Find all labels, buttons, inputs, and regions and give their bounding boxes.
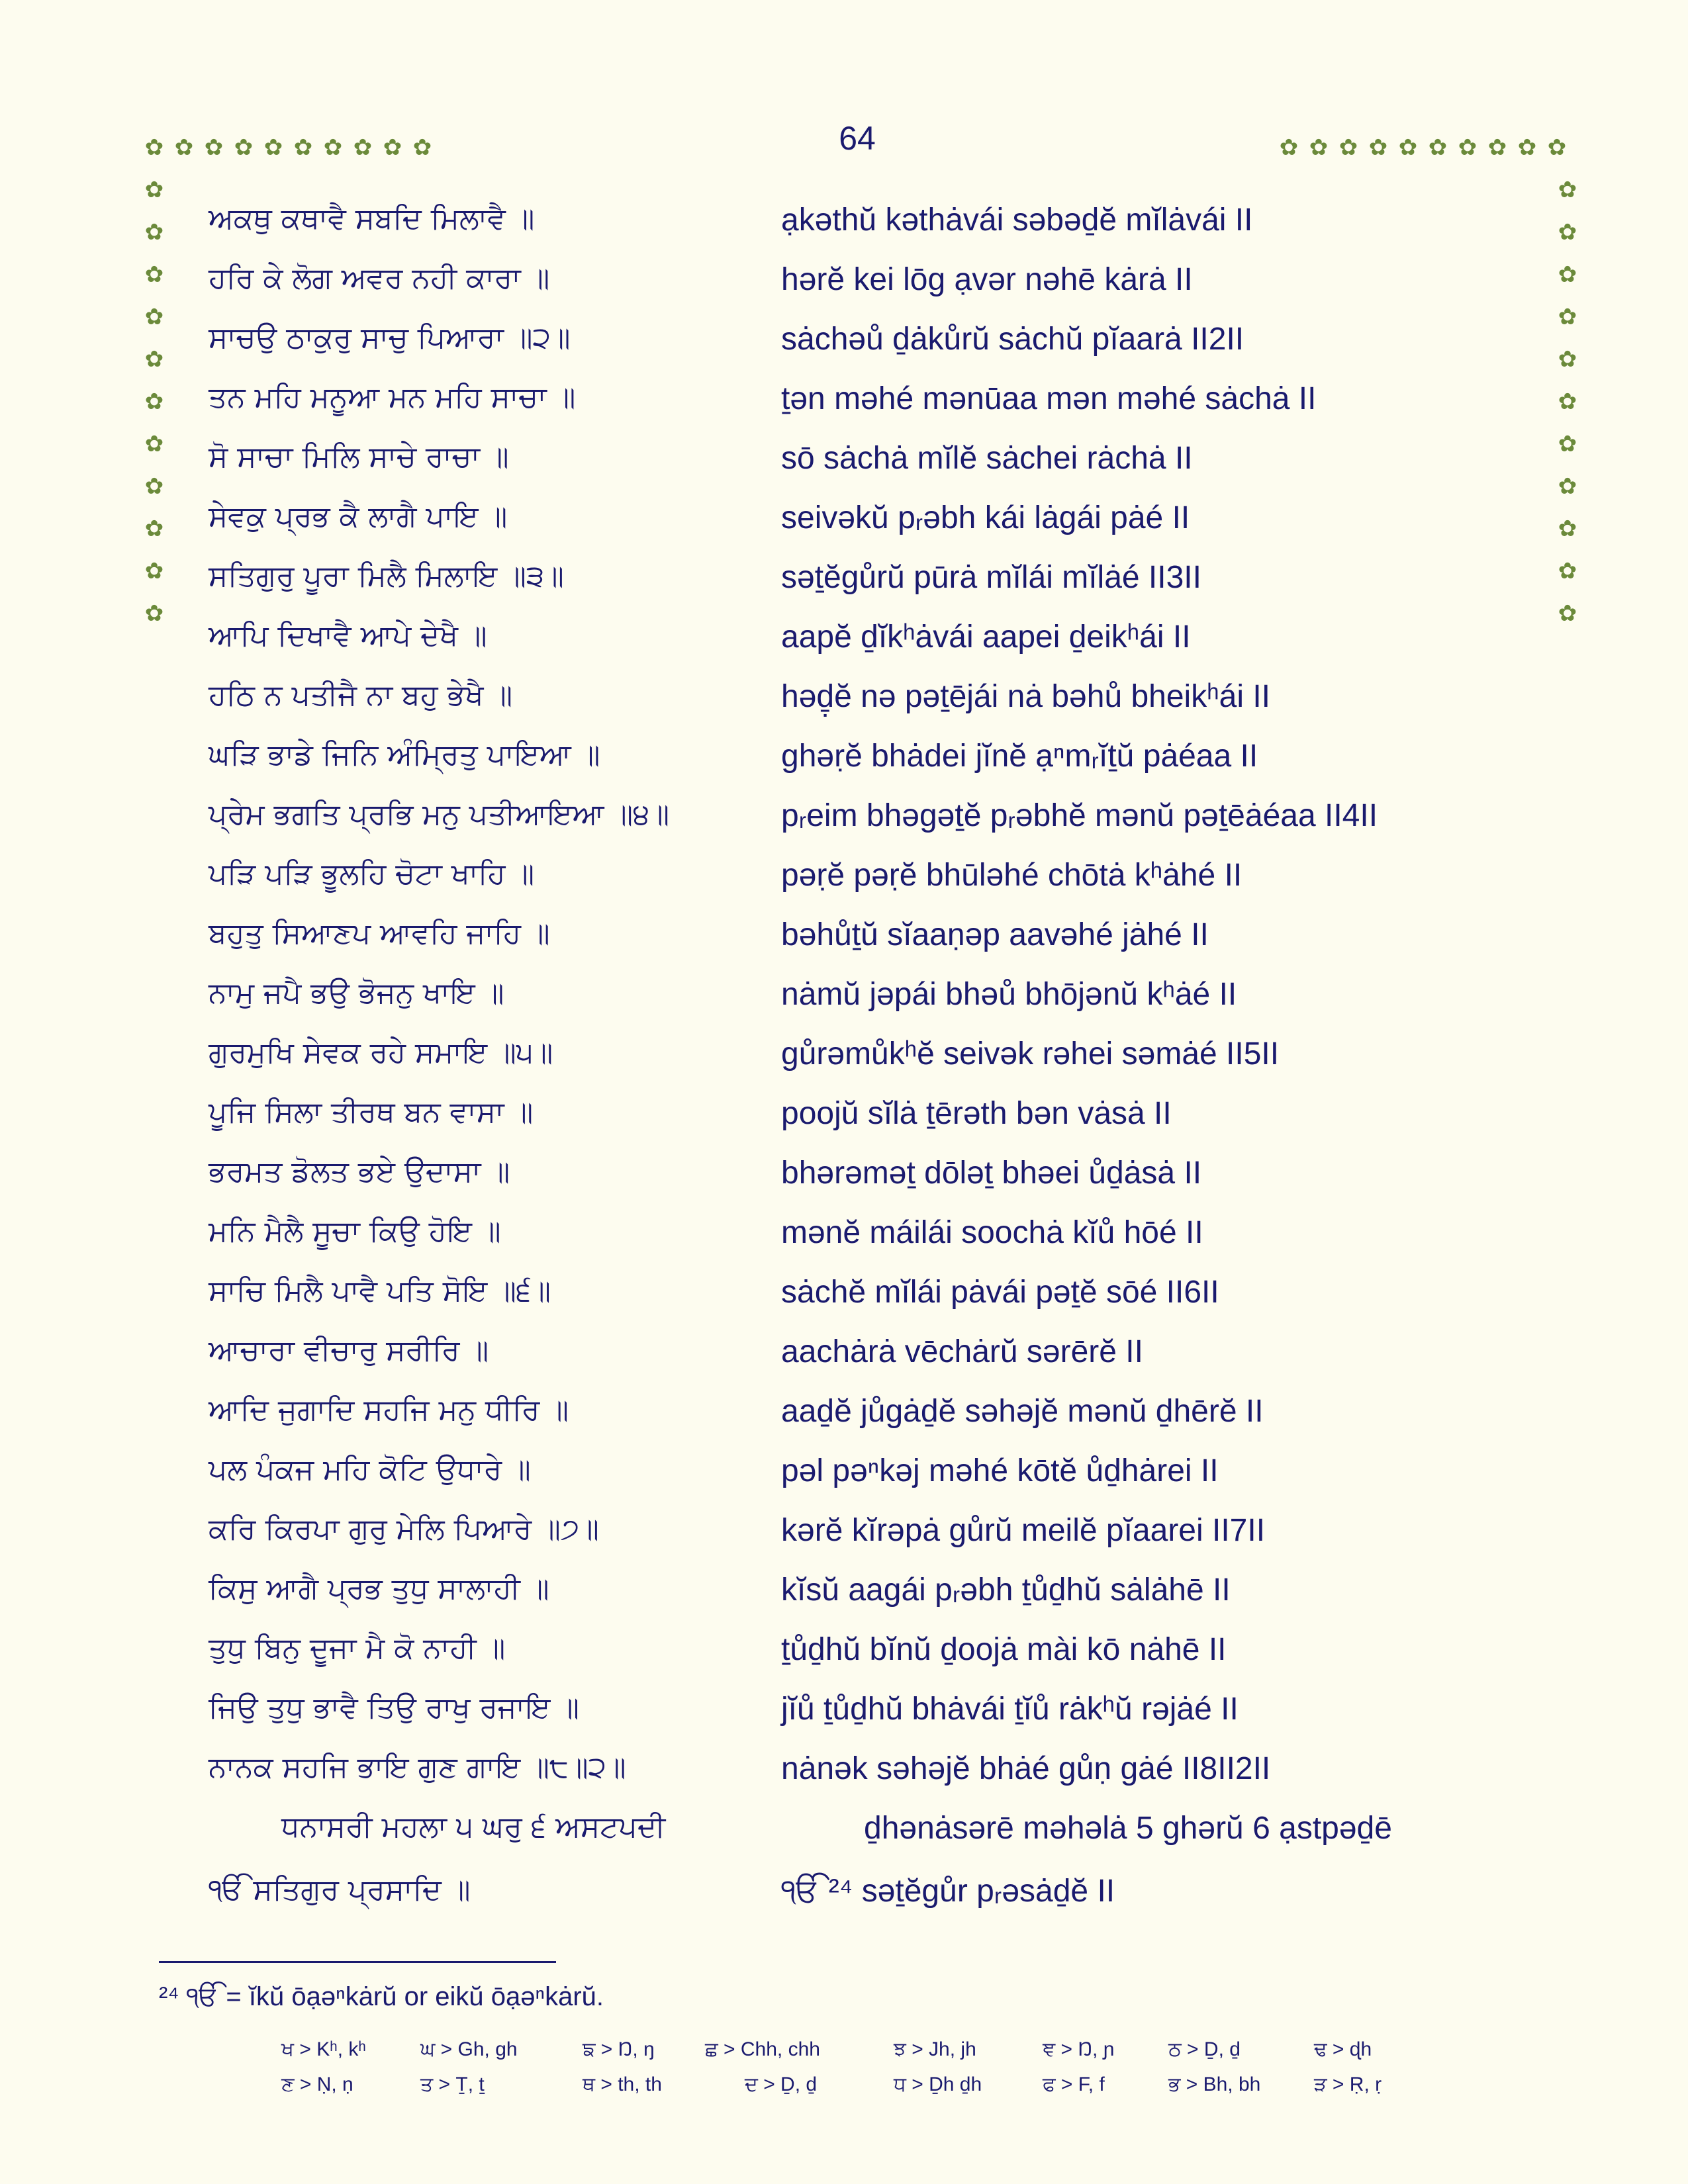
flower-ornament-icon: ✿ [144, 219, 164, 246]
gurmukhi-text: ਸਾਚਿ ਮਿਲੈ ਪਾਵੈ ਪਤਿ ਸੋਇ ॥੬॥ [209, 1274, 551, 1308]
gurmukhi-text: ਪੜਿ ਪੜਿ ਭੂਲਹਿ ਚੋਟਾ ਖਾਹਿ ॥ [209, 857, 535, 891]
flower-ornament-icon: ✿ [353, 134, 373, 161]
flower-ornament-icon: ✿ [1547, 134, 1567, 161]
verse-line [0, 500, 1688, 559]
transliteration-text: aaḏĕ jůgȧḏĕ səhəjĕ mənŭ ḏhērĕ II [781, 1394, 1264, 1429]
flower-ornament-icon: ✿ [144, 261, 164, 288]
verse-line [0, 321, 1688, 381]
flower-ornament-icon: ✿ [1279, 134, 1299, 161]
transliteration-text: bhərəməṯ dōləṯ bhəei ůḏȧsȧ II [781, 1156, 1202, 1191]
flower-ornament-icon: ✿ [204, 134, 224, 161]
transliteration-text: mənĕ máilái soochȧ kĭů hōé II [781, 1215, 1203, 1250]
heading-transliteration: ḏhənȧsərē məhəlȧ 5 ghərŭ 6 ạstpəḏē [864, 1811, 1392, 1846]
flower-ornament-icon: ✿ [1558, 219, 1577, 246]
flower-ornament-icon: ✿ [144, 346, 164, 373]
flower-ornament-icon: ✿ [1558, 177, 1577, 203]
gurmukhi-text: ਪ੍ਰੇਮ ਭਗਤਿ ਪ੍ਰਭਿ ਮਨੁ ਪਤੀਆਇਆ ॥੪॥ [209, 797, 670, 831]
gurmukhi-text: ਜਿਉ ਤੁਧੁ ਭਾਵੈ ਤਿਉ ਰਾਖੁ ਰਜਾਇ ॥ [209, 1691, 579, 1725]
flower-ornament-icon: ✿ [144, 388, 164, 415]
flower-ornament-icon: ✿ [1558, 346, 1577, 373]
flower-ornament-icon: ✿ [234, 134, 254, 161]
transliteration-text: pəṛĕ pəṛĕ bhūləhé chōtȧ kʰȧhé II [781, 858, 1243, 893]
verse-line [0, 619, 1688, 678]
verse-line [0, 1453, 1688, 1512]
flower-ornament-icon: ✿ [1558, 431, 1577, 457]
flower-ornament-icon: ✿ [1428, 134, 1448, 161]
legend-item: ਛ > Chh, chh [705, 2038, 820, 2060]
flower-ornament-icon: ✿ [1517, 134, 1537, 161]
page-number: 64 [839, 120, 876, 157]
flower-ornament-icon: ✿ [1558, 304, 1577, 330]
transliteration-text: aapĕ ḏĭkʰȧvái aapei ḏeikʰái II [781, 619, 1191, 655]
transliteration-text: pᵣeim bhəgəṯĕ pᵣəbhĕ mənŭ pəṯēȧéaa II4II [781, 798, 1378, 833]
verse-line [0, 1334, 1688, 1393]
flower-ornament-icon: ✿ [144, 516, 164, 542]
invocation-transliteration: ੴ ²⁴ səṯĕgůr pᵣəsȧḏĕ II [781, 1874, 1115, 1909]
flower-ornament-icon: ✿ [144, 600, 164, 627]
verse-line [0, 1036, 1688, 1095]
gurmukhi-text: ਭਰਮਤ ਡੋਲਤ ਭਏ ਉਦਾਸਾ ॥ [209, 1155, 510, 1189]
footnote: ²⁴ ੴ = ĭkŭ ōạəⁿkȧrŭ or eikŭ ōạəⁿkȧrŭ. [159, 1982, 604, 2011]
invocation-gurmukhi: ੴ ਸਤਿਗੁਰ ਪ੍ਰਸਾਦਿ ॥ [209, 1873, 471, 1907]
transliteration-text: ṯən məhé mənūaa mən məhé sȧchȧ II [781, 381, 1317, 416]
flower-ornament-icon: ✿ [1558, 558, 1577, 584]
verse-line [0, 738, 1688, 797]
verse-line [0, 857, 1688, 917]
verse-line [0, 1214, 1688, 1274]
flower-ornament-icon: ✿ [263, 134, 283, 161]
flower-ornament-icon: ✿ [383, 134, 402, 161]
flower-ornament-icon: ✿ [1558, 388, 1577, 415]
gurmukhi-text: ਸਾਚਉ ਠਾਕੁਰੁ ਸਾਚੁ ਪਿਆਰਾ ॥੨॥ [209, 321, 571, 355]
transliteration-text: kĭsŭ aagái pᵣəbh ṯůḏhŭ sȧlȧhē II [781, 1572, 1231, 1608]
gurmukhi-text: ਘੜਿ ਭਾਡੇ ਜਿਨਿ ਅੰਮ੍ਰਿਤੁ ਪਾਇਆ ॥ [209, 738, 600, 772]
legend-item: ਠ > Ḏ, ḏ [1168, 2038, 1241, 2060]
transliteration-text: seivəkŭ pᵣəbh kái lȧgái pȧé II [781, 500, 1190, 535]
gurmukhi-text: ਗੁਰਮੁਖਿ ਸੇਵਕ ਰਹੇ ਸਮਾਇ ॥੫॥ [209, 1036, 553, 1069]
legend-item: ਝ > Jh, jh [894, 2038, 976, 2060]
gurmukhi-text: ਪਲ ਪੰਕਜ ਮਹਿ ਕੋਟਿ ਉਧਾਰੇ ॥ [209, 1453, 531, 1486]
gurmukhi-text: ਨਾਨਕ ਸਹਜਿ ਭਾਇ ਗੁਣ ਗਾਇ ॥੮॥੨॥ [209, 1751, 626, 1784]
verse-line [0, 440, 1688, 500]
flower-ornament-icon: ✿ [174, 134, 194, 161]
transliteration-text: ạkəthŭ kəthȧvái səbəḏĕ mĭlȧvái II [781, 203, 1253, 238]
transliteration-text: nȧnək səhəjĕ bhȧé gůṇ gȧé II8II2II [781, 1751, 1271, 1786]
verse-line [0, 1631, 1688, 1691]
gurmukhi-text: ਹਰਿ ਕੇ ਲੋਗ ਅਵਰ ਨਹੀ ਕਾਰਾ ॥ [209, 261, 550, 295]
legend-item: ਞ > Ŋ, ɲ [1043, 2038, 1115, 2060]
flower-ornament-icon: ✿ [144, 431, 164, 457]
legend-item: ਘ > Gh, gh [420, 2038, 518, 2060]
invocation-line [0, 1873, 1688, 1933]
gurmukhi-text: ਅਕਥੁ ਕਥਾਵੈ ਸਬਦਿ ਮਿਲਾਵੈ ॥ [209, 202, 535, 236]
verse-line [0, 1691, 1688, 1751]
legend-item: ਭ > Bh, bh [1168, 2073, 1261, 2095]
transliteration-text: bəhůṯŭ sĭaaṇəp aavəhé jȧhé II [781, 917, 1209, 952]
gurmukhi-text: ਸਤਿਗੁਰੁ ਪੂਰਾ ਮਿਲੈ ਮਿਲਾਇ ॥੩॥ [209, 559, 564, 593]
flower-ornament-icon: ✿ [144, 134, 164, 161]
legend-item: ੜ > Ṛ, ṛ [1314, 2073, 1382, 2095]
verse-line [0, 202, 1688, 261]
gurmukhi-text: ਸੋ ਸਾਚਾ ਮਿਲਿ ਸਾਚੇ ਰਾਚਾ ॥ [209, 440, 509, 474]
transliteration-text: ṯůḏhŭ bĭnŭ ḏoojȧ mài kō nȧhē II [781, 1632, 1227, 1667]
gurmukhi-text: ਆਦਿ ਜੁਗਾਦਿ ਸਹਜਿ ਮਨੁ ਧੀਰਿ ॥ [209, 1393, 569, 1427]
legend-item: ਫ > F, f [1043, 2073, 1105, 2095]
verse-line [0, 1751, 1688, 1810]
verse-line [0, 381, 1688, 440]
transliteration-text: sȧchĕ mĭlái pȧvái pəṯĕ sōé II6II [781, 1275, 1219, 1310]
verse-line [0, 559, 1688, 619]
gurmukhi-text: ਸੇਵਕੁ ਪ੍ਰਭ ਕੈ ਲਾਗੈ ਪਾਇ ॥ [209, 500, 508, 533]
flower-ornament-icon: ✿ [1487, 134, 1507, 161]
transliteration-text: sō sȧchȧ mĭlĕ sȧchei rȧchȧ II [781, 441, 1193, 476]
legend-item: ਢ > ɖh [1314, 2038, 1372, 2060]
transliteration-text: səṯĕgůrŭ pūrȧ mĭlái mĭlȧé II3II [781, 560, 1201, 595]
section-heading [0, 1810, 1688, 1870]
flower-ornament-icon: ✿ [1558, 473, 1577, 500]
legend-item: ਙ > Ŋ, ŋ [583, 2038, 655, 2060]
flower-ornament-icon: ✿ [1458, 134, 1477, 161]
verse-line [0, 1155, 1688, 1214]
gurmukhi-text: ਪੂਜਿ ਸਿਲਾ ਤੀਰਥ ਬਨ ਵਾਸਾ ॥ [209, 1095, 534, 1129]
legend-item: ਥ > th, th [583, 2073, 662, 2095]
flower-ornament-icon: ✿ [1558, 516, 1577, 542]
transliteration-text: sȧchəů ḏȧkůrŭ sȧchŭ pĭaarȧ II2II [781, 322, 1244, 357]
flower-ornament-icon: ✿ [1558, 600, 1577, 627]
gurmukhi-text: ਤਨ ਮਹਿ ਮਨੂਆ ਮਨ ਮਹਿ ਸਾਚਾ ॥ [209, 381, 576, 414]
transliteration-text: nȧmŭ jəpái bhəů bhōjənŭ kʰȧé II [781, 977, 1237, 1012]
verse-line [0, 1572, 1688, 1631]
verse-line [0, 1095, 1688, 1155]
gurmukhi-text: ਨਾਮੁ ਜਪੈ ਭਉ ਭੋਜਨੁ ਖਾਇ ॥ [209, 976, 504, 1010]
gurmukhi-text: ਕਰਿ ਕਿਰਪਾ ਗੁਰੁ ਮੇਲਿ ਪਿਆਰੇ ॥੭॥ [209, 1512, 599, 1546]
flower-ornament-icon: ✿ [144, 177, 164, 203]
heading-gurmukhi: ਧਨਾਸਰੀ ਮਹਲਾ ੫ ਘਰੁ ੬ ਅਸਟਪਦੀ [281, 1810, 666, 1844]
flower-ornament-icon: ✿ [1309, 134, 1329, 161]
gurmukhi-text: ਤੁਧੁ ਬਿਨੁ ਦੂਜਾ ਮੈ ਕੋ ਨਾਹੀ ॥ [209, 1631, 506, 1665]
flower-ornament-icon: ✿ [144, 473, 164, 500]
footnote-divider [159, 1961, 556, 1963]
transliteration-text: jĭů ṯůḏhŭ bhȧvái ṯĭů rȧkʰŭ rəjȧé II [781, 1692, 1239, 1727]
legend-item: ਦ > Ḏ, ḏ [745, 2073, 818, 2095]
verse-line [0, 1512, 1688, 1572]
gurmukhi-text: ਮਨਿ ਮੈਲੈ ਸੂਚਾ ਕਿਉ ਹੋਇ ॥ [209, 1214, 501, 1248]
flower-ornament-icon: ✿ [293, 134, 313, 161]
transliteration-text: həḏ̣ĕ nə pəṯējái nȧ bəhů bheikʰái II [781, 679, 1270, 714]
flower-ornament-icon: ✿ [144, 304, 164, 330]
gurmukhi-text: ਆਚਾਰਾ ਵੀਚਾਰੁ ਸਰੀਰਿ ॥ [209, 1334, 489, 1367]
flower-ornament-icon: ✿ [1398, 134, 1418, 161]
verse-line [0, 261, 1688, 321]
flower-ornament-icon: ✿ [144, 558, 164, 584]
legend-item: ਧ > Ḏh ḏh [894, 2073, 982, 2095]
flower-ornament-icon: ✿ [1368, 134, 1388, 161]
gurmukhi-text: ਹਠਿ ਨ ਪਤੀਜੈ ਨਾ ਬਹੁ ਭੇਖੈ ॥ [209, 678, 513, 712]
legend-item: ਣ > Ṇ, ṇ [281, 2073, 353, 2095]
transliteration-text: aachȧrȧ vēchȧrŭ sərērĕ II [781, 1334, 1143, 1369]
legend-item: ਖ > Kʰ, kʰ [281, 2038, 366, 2060]
transliteration-text: ghəṛĕ bhȧdei jĭnĕ ạⁿmᵣĭṯŭ pȧéaa II [781, 739, 1258, 774]
gurmukhi-text: ਬਹੁਤੁ ਸਿਆਣਪ ਆਵਹਿ ਜਾਹਿ ॥ [209, 917, 550, 950]
verse-line [0, 976, 1688, 1036]
verse-line [0, 917, 1688, 976]
gurmukhi-text: ਕਿਸੁ ਆਗੈ ਪ੍ਰਭ ਤੁਧੁ ਸਾਲਾਹੀ ॥ [209, 1572, 549, 1606]
transliteration-text: gůrəmůkʰĕ seivək rəhei səmȧé II5II [781, 1036, 1280, 1071]
flower-ornament-icon: ✿ [323, 134, 343, 161]
transliteration-text: hərĕ kei lōg ạvər nəhē kȧrȧ II [781, 262, 1193, 297]
verse-line [0, 1274, 1688, 1334]
flower-ornament-icon: ✿ [1558, 261, 1577, 288]
verse-line [0, 1393, 1688, 1453]
transliteration-text: pəl pəⁿkəj məhé kōtĕ ůḏhȧrei II [781, 1453, 1219, 1488]
legend-item: ਤ > Ṯ, ṯ [420, 2073, 485, 2095]
transliteration-text: kərĕ kĭrəpȧ gůrŭ meilĕ pĭaarei II7II [781, 1513, 1266, 1548]
verse-line [0, 797, 1688, 857]
gurmukhi-text: ਆਪਿ ਦਿਖਾਵੈ ਆਪੇ ਦੇਖੈ ॥ [209, 619, 487, 653]
flower-ornament-icon: ✿ [412, 134, 432, 161]
transliteration-text: poojŭ sĭlȧ ṯērəth bən vȧsȧ II [781, 1096, 1172, 1131]
flower-ornament-icon: ✿ [1338, 134, 1358, 161]
verse-line [0, 678, 1688, 738]
